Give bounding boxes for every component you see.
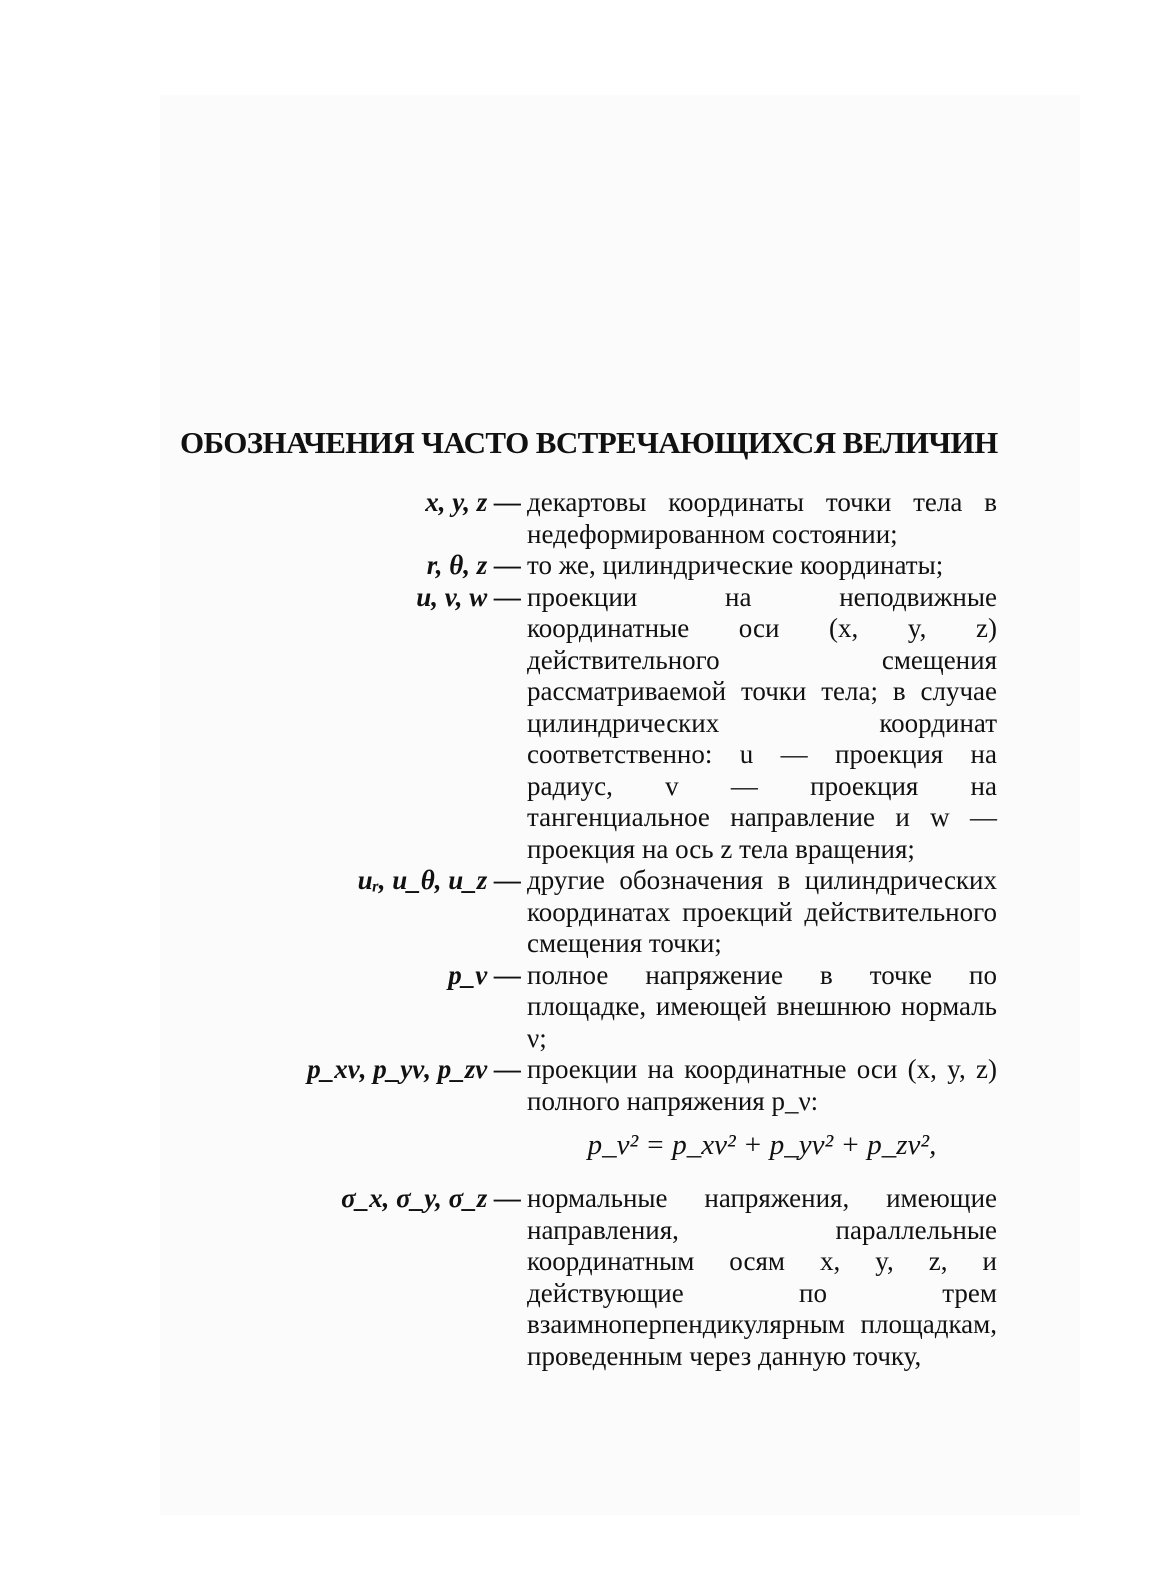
- notation-symbol: u, v, w —: [416, 581, 521, 612]
- notation-description: полное напряжение в точке по площадке, имеющей внешнюю нормаль ν;: [527, 959, 997, 1053]
- page-title: ОБОЗНАЧЕНИЯ ЧАСТО ВСТРЕЧАЮЩИХСЯ ВЕЛИЧИН: [180, 425, 998, 460]
- notation-symbol: uᵣ, u_θ, u_z —: [357, 865, 521, 895]
- notation-description: [527, 1054, 997, 1183]
- notation-symbol: r, θ, z —: [426, 550, 521, 580]
- notation-description: декартовы координаты точки тела в недеформированном состоянии;: [527, 487, 997, 549]
- notation-description-text: проекции на координатные оси (x, y, z) полного напряжения p_ν:: [527, 1054, 997, 1116]
- notation-entry: [300, 487, 1000, 550]
- notation-symbol: σ_x, σ_y, σ_z —: [341, 1183, 521, 1213]
- notation-entry: [300, 1054, 1000, 1183]
- notation-entry: [300, 1183, 1000, 1372]
- notation-description: нормальные напряжения, имеющие направления, параллельные координатным осям x, y, z, и действующие по трем взаимноперпендикулярным площадкам, проведенным через данную точку,: [527, 1183, 997, 1371]
- notation-entry: [300, 582, 1000, 866]
- stress-formula: p_ν² = p_xν² + p_yν² + p_zν²,: [587, 1129, 937, 1161]
- notation-description: другие обозначения в цилиндрических координатах проекций действительного смещения точки;: [527, 865, 997, 958]
- notation-symbol: p_ν —: [448, 959, 521, 990]
- notation-entry: [300, 550, 1000, 582]
- notation-entry: [300, 865, 1000, 960]
- notation-description: проекции на неподвижные координатные оси (x, y, z) действительного смещения рассматриваемой точки тела; в случае цилиндрических координат соответственно: u — проекция на радиус, v — проекция на тангенциальное направление и w — проекция на ось z тела вращения;: [527, 581, 997, 864]
- notation-symbol: x, y, z —: [425, 487, 521, 517]
- notation-entry: [300, 960, 1000, 1055]
- notation-list: [300, 487, 1000, 1372]
- notation-symbol: p_xν, p_yν, p_zν —: [307, 1054, 521, 1084]
- notation-description: то же, цилиндрические координаты;: [527, 550, 944, 580]
